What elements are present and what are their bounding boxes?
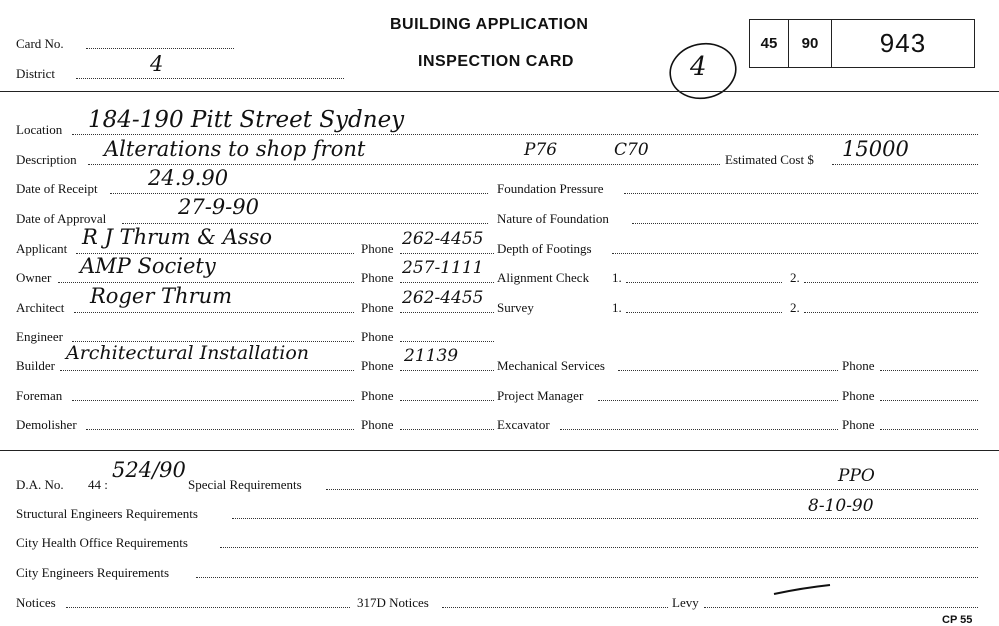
city-health-label: City Health Office Requirements [16, 535, 188, 550]
date-approval-value: 27-9-90 [178, 195, 259, 219]
mechanical-services-line [618, 370, 838, 371]
project-manager-phone-line [880, 400, 978, 401]
ppo-note: PPO [838, 466, 875, 486]
excavator-line [560, 429, 838, 430]
district-label: District [16, 66, 55, 81]
code-box-3: 943 [879, 28, 927, 58]
foreman-line [72, 400, 354, 401]
nature-foundation-line [632, 223, 978, 224]
builder-phone-value: 21139 [404, 346, 459, 366]
demolisher-line [86, 429, 354, 430]
code-box-1: 45 [750, 20, 789, 67]
applicant-phone-label: Phone [361, 241, 394, 256]
description-note-2: C70 [614, 140, 649, 160]
levy-dash-mark-icon [772, 582, 834, 598]
owner-phone-value: 257-1111 [402, 258, 484, 278]
special-requirements-label: Special Requirements [188, 477, 302, 492]
depth-footings-label: Depth of Footings [497, 241, 592, 256]
location-line [72, 134, 978, 135]
applicant-label: Applicant [16, 241, 68, 256]
structural-label: Structural Engineers Requirements [16, 506, 198, 521]
alignment-check-label: Alignment Check [497, 270, 590, 285]
notices-317d-label: 317D Notices [357, 595, 429, 610]
location-value: 184-190 Pitt Street Sydney [88, 107, 405, 133]
builder-label: Builder [16, 358, 55, 373]
owner-line [58, 282, 354, 283]
foreman-label: Foreman [16, 388, 63, 403]
alignment-opt2-line [804, 282, 978, 283]
excavator-label: Excavator [497, 417, 550, 432]
estimated-cost-value: 15000 [842, 137, 909, 161]
date-approval-line [122, 223, 488, 224]
levy-label: Levy [672, 595, 699, 610]
foreman-phone-line [400, 400, 494, 401]
survey-opt2-line [804, 312, 978, 313]
district-value: 4 [150, 52, 164, 76]
builder-line [60, 370, 354, 371]
alignment-opt2-label: 2. [790, 270, 800, 285]
description-value: Alterations to shop front [104, 137, 366, 161]
architect-line [74, 312, 354, 313]
survey-opt2-label: 2. [790, 300, 800, 315]
survey-label: Survey [497, 300, 534, 315]
notices-label: Notices [16, 595, 56, 610]
title-line1: BUILDING APPLICATION [390, 16, 589, 33]
date-receipt-line [110, 193, 488, 194]
alignment-opt1-label: 1. [612, 270, 622, 285]
project-manager-label: Project Manager [497, 388, 584, 403]
description-label: Description [16, 152, 77, 167]
architect-label: Architect [16, 300, 65, 315]
excavator-phone-label: Phone [842, 417, 875, 432]
district-line [76, 78, 344, 79]
foreman-phone-label: Phone [361, 388, 394, 403]
special-requirements-line [326, 489, 978, 490]
mechanical-phone-label: Phone [842, 358, 875, 373]
date-receipt-label: Date of Receipt [16, 181, 98, 196]
form-code: CP 55 [942, 614, 973, 626]
survey-opt1-label: 1. [612, 300, 622, 315]
engineer-phone-label: Phone [361, 329, 394, 344]
owner-phone-label: Phone [361, 270, 394, 285]
builder-value: Architectural Installation [66, 342, 310, 364]
lower-divider [0, 450, 999, 451]
excavator-phone-line [880, 429, 978, 430]
notices-line [66, 607, 350, 608]
code-boxes [749, 19, 975, 68]
city-engineers-line [196, 577, 978, 578]
mechanical-services-label: Mechanical Services [497, 358, 605, 373]
nature-foundation-label: Nature of Foundation [497, 211, 609, 226]
location-label: Location [16, 122, 63, 137]
demolisher-label: Demolisher [16, 417, 77, 432]
project-manager-line [598, 400, 838, 401]
description-note-1: P76 [524, 140, 558, 160]
title-line2: INSPECTION CARD [418, 53, 574, 70]
date-receipt-value: 24.9.90 [148, 166, 229, 190]
architect-phone-label: Phone [361, 300, 394, 315]
demolisher-phone-label: Phone [361, 417, 394, 432]
levy-line [704, 607, 978, 608]
card-no-line [86, 48, 234, 49]
alignment-opt1-line [626, 282, 782, 283]
architect-value: Roger Thrum [90, 284, 233, 308]
engineer-phone-line [400, 341, 494, 342]
survey-opt1-line [626, 312, 782, 313]
header-divider [0, 91, 999, 92]
ppo-date: 8-10-90 [808, 496, 874, 516]
mechanical-phone-line [880, 370, 978, 371]
applicant-phone-value: 262-4455 [402, 229, 484, 249]
builder-phone-line [400, 370, 494, 371]
da-no-label: D.A. No. [16, 477, 64, 492]
owner-label: Owner [16, 270, 52, 285]
architect-phone-line [400, 312, 494, 313]
project-manager-phone-label: Phone [842, 388, 875, 403]
code-box-2: 90 [789, 20, 832, 67]
depth-footings-line [612, 253, 978, 254]
notices-317d-line [442, 607, 668, 608]
estimated-cost-label: Estimated Cost $ [725, 152, 814, 167]
da-value: 524/90 [112, 458, 186, 482]
architect-phone-value: 262-4455 [402, 288, 484, 308]
foundation-pressure-line [624, 193, 978, 194]
applicant-phone-line [400, 253, 494, 254]
description-line [88, 164, 720, 165]
circled-number: 4 [690, 52, 707, 82]
owner-phone-line [400, 282, 494, 283]
da-prefix: 44 : [88, 477, 108, 492]
date-approval-label: Date of Approval [16, 211, 107, 226]
city-health-line [220, 547, 978, 548]
foundation-pressure-label: Foundation Pressure [497, 181, 604, 196]
owner-value: AMP Society [80, 254, 216, 278]
city-engineers-label: City Engineers Requirements [16, 565, 170, 580]
card-no-label: Card No. [16, 36, 64, 51]
estimated-cost-line [832, 164, 978, 165]
builder-phone-label: Phone [361, 358, 394, 373]
engineer-label: Engineer [16, 329, 63, 344]
demolisher-phone-line [400, 429, 494, 430]
structural-line [232, 518, 978, 519]
applicant-value: R J Thrum & Asso [82, 225, 272, 249]
